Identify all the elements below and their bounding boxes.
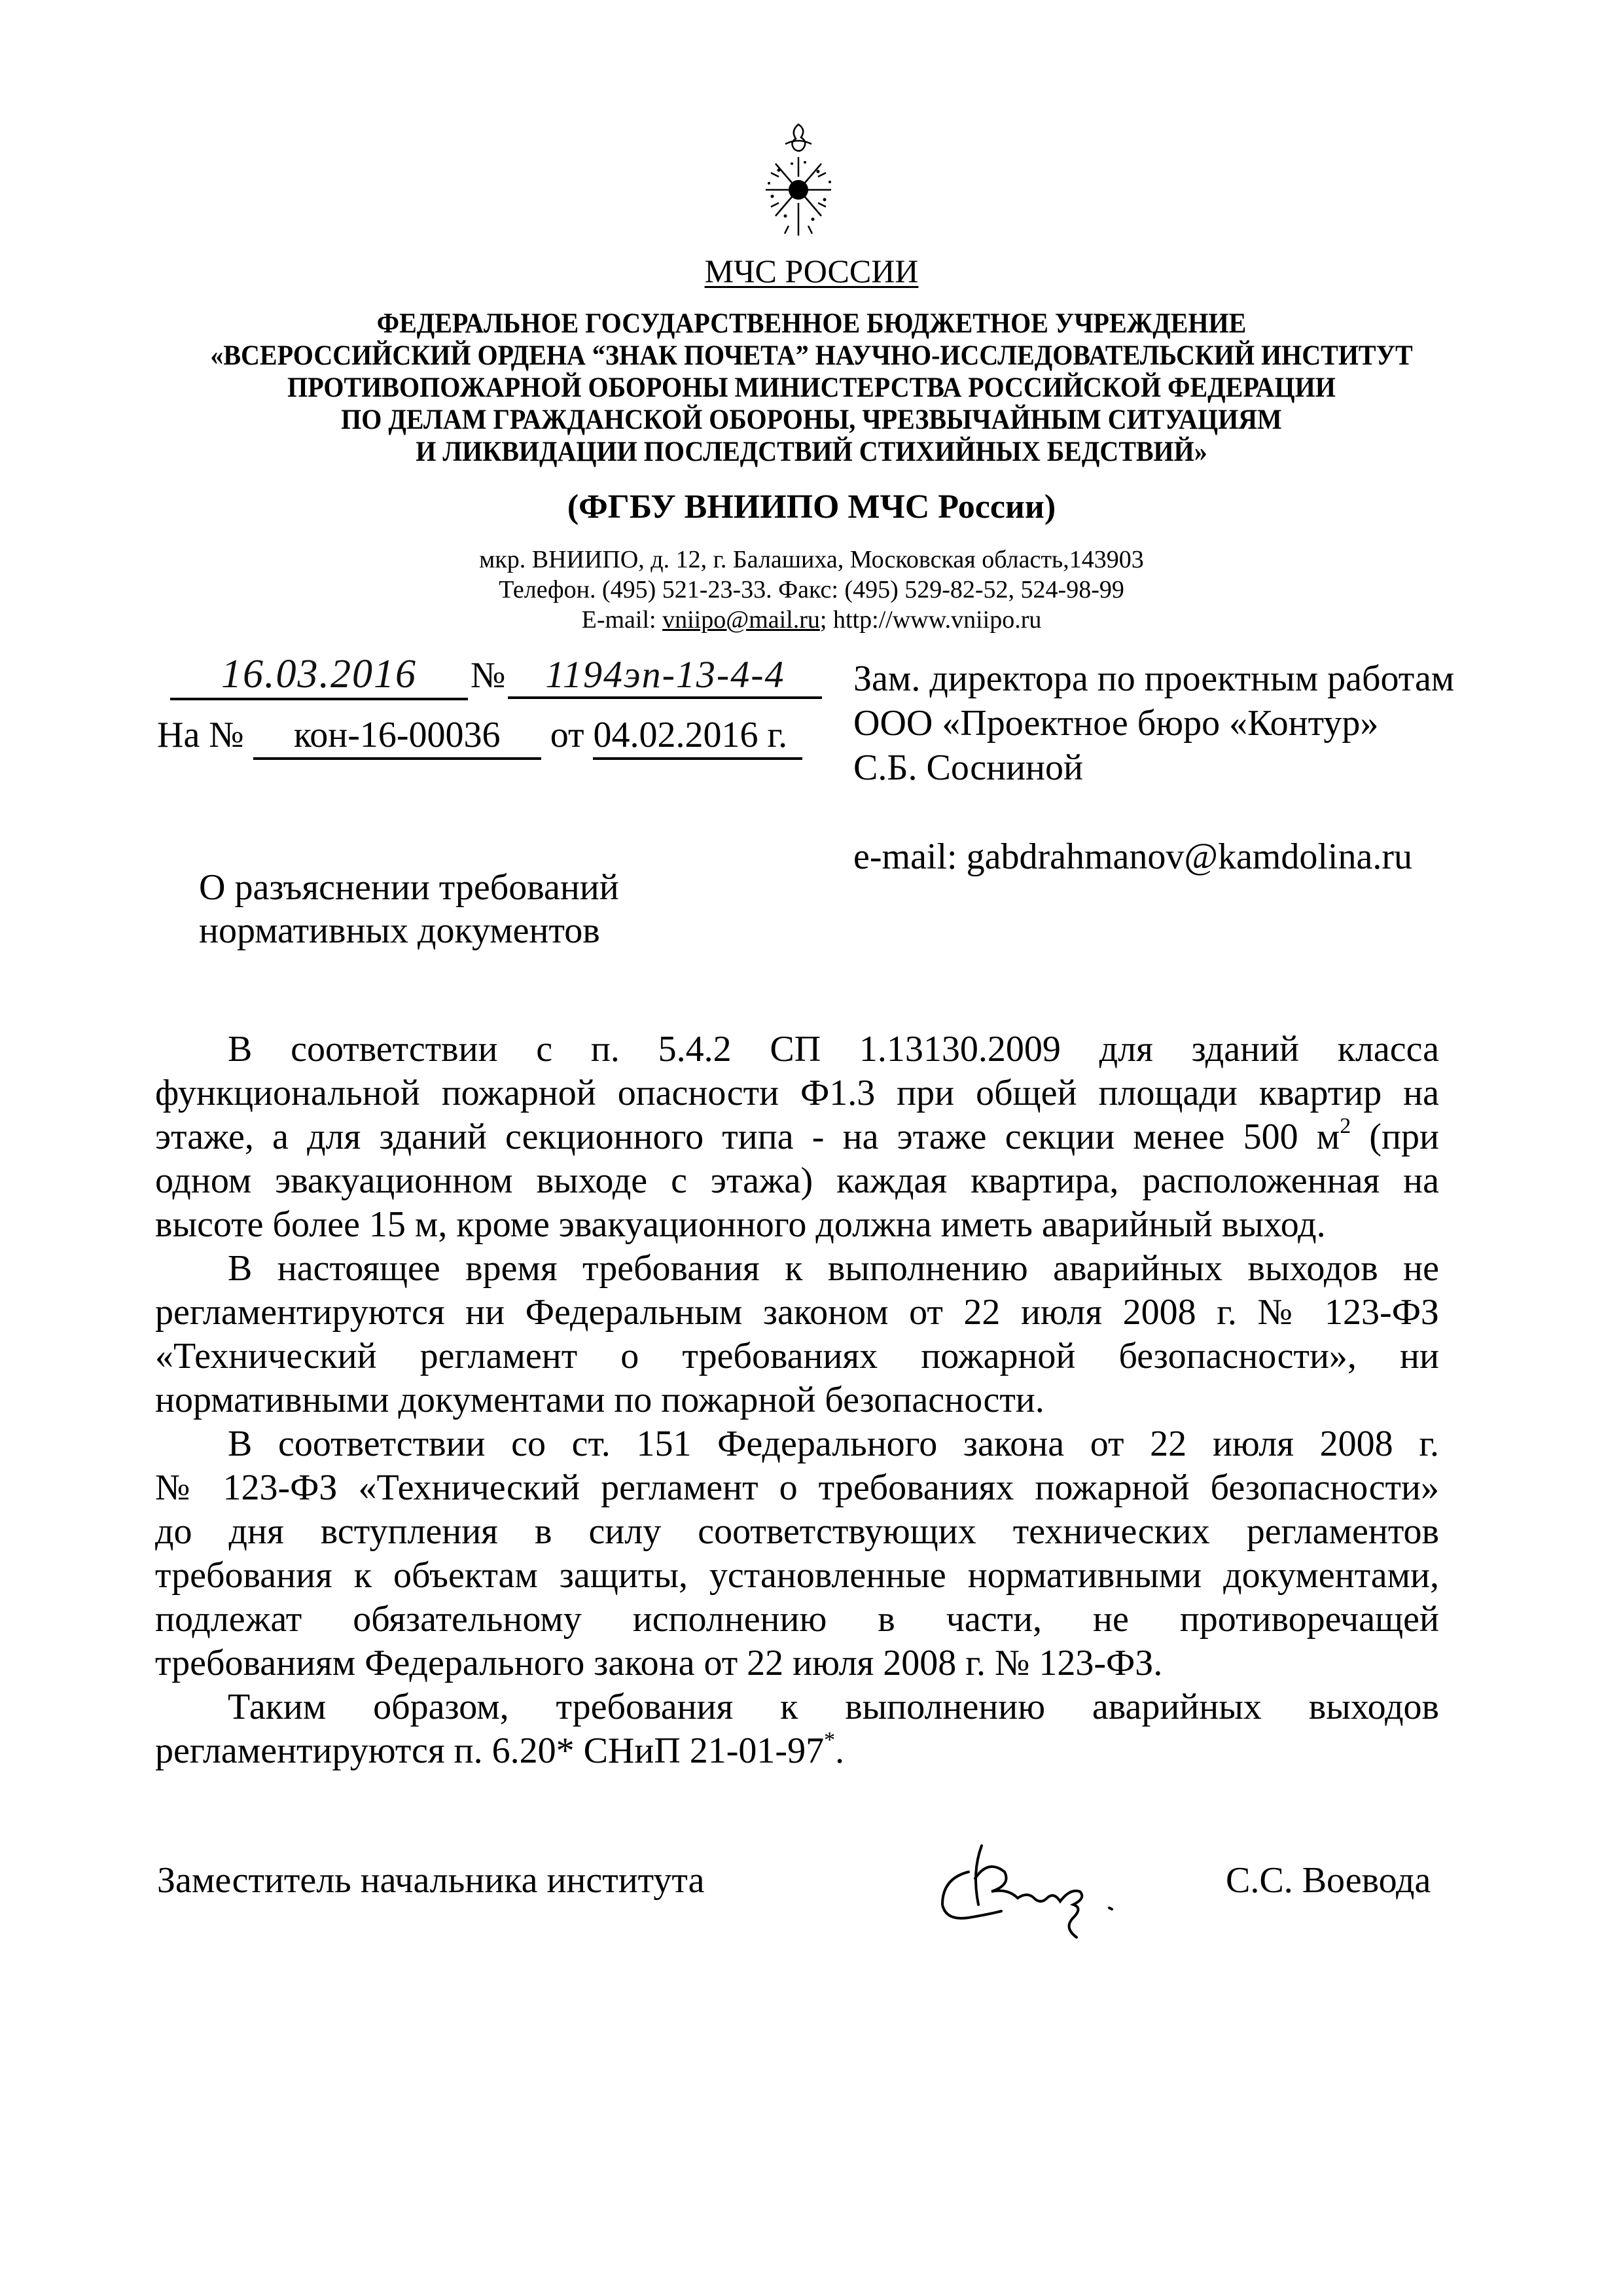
org-line: ПО ДЕЛАМ ГРАЖДАНСКОЙ ОБОРОНЫ, ЧРЕЗВЫЧАЙНЫМ СИТУАЦИЯМ <box>341 404 1282 435</box>
body-line-text: В соответствии с п. 5.4.2 СП 1.13130.2009 для зданий класса <box>228 1029 1439 1069</box>
body-line-text: требования к объектам защиты, установленные нормативными документами, <box>155 1555 1439 1596</box>
reply-to-number: кон-16-00036 <box>253 713 541 760</box>
body-line-text: нормативными документами по пожарной безопасности. <box>155 1380 1044 1420</box>
subject-line: О разъяснении требований <box>199 867 619 908</box>
body-line <box>155 1028 1439 1071</box>
outgoing-registration <box>170 651 822 700</box>
reply-to-label: На № <box>157 715 244 755</box>
body-line <box>155 1422 1439 1466</box>
org-line: И ЛИКВИДАЦИИ ПОСЛЕДСТВИЙ СТИХИЙНЫХ БЕДСТВИЙ» <box>416 437 1207 467</box>
body-line-text: подлежат обязательному исполнению в части, не противоречащей <box>155 1599 1439 1640</box>
body-line-text: одном эвакуационном выходе с этажа) каждая квартира, расположенная на <box>155 1160 1439 1201</box>
superscript: * <box>824 1728 836 1752</box>
body-line-text: регламентируются ни Федеральным законом от 22 июля 2008 г. № 123-ФЗ <box>155 1292 1439 1333</box>
email-link[interactable]: vniipo@mail.ru <box>662 606 820 634</box>
body-line <box>155 1203 1439 1247</box>
website: ; http://www.vniipo.ru <box>819 606 1042 634</box>
body-line <box>155 1554 1439 1598</box>
address: мкр. ВНИИПО, д. 12, г. Балашиха, Московская область,143903 <box>479 546 1144 573</box>
reply-to-date: 04.02.2016 г. <box>593 713 802 760</box>
signatory-name: С.С. Воевода <box>1226 1860 1431 1901</box>
body-line <box>155 1729 1439 1773</box>
org-line: ПРОТИВОПОЖАРНОЙ ОБОРОНЫ МИНИСТЕРСТВА РОССИЙСКОЙ ФЕДЕРАЦИИ <box>287 372 1336 403</box>
subject <box>199 866 619 952</box>
organization-abbreviation: (ФГБУ ВНИИПО МЧС России) <box>567 488 1056 526</box>
ministry-name: МЧС РОССИИ <box>704 253 919 289</box>
letter-body <box>155 1028 1439 1773</box>
body-line <box>155 1115 1439 1159</box>
body-line-text: регламентируются п. 6.20* СНиП 21-01-97 <box>155 1731 825 1771</box>
superscript: 2 <box>1340 1114 1351 1138</box>
number-sign: № <box>471 655 506 696</box>
body-line <box>155 1641 1439 1685</box>
recipient-block <box>853 656 1454 879</box>
body-line-text: требованиям Федерального закона от 22 июля 2008 г. № 123-ФЗ. <box>155 1643 1163 1683</box>
handwritten-date: 16.03.2016 <box>170 651 468 700</box>
recipient-company: ООО «Проектное бюро «Контур» <box>853 703 1379 744</box>
body-line-text: до дня вступления в силу соответствующих технических регламентов <box>155 1511 1439 1552</box>
from-label: от <box>550 715 584 755</box>
body-line-text: № 123-ФЗ «Технический регламент о требованиях пожарной безопасности» <box>155 1467 1439 1508</box>
contact-block <box>0 545 1623 635</box>
reply-reference <box>157 713 802 760</box>
organization-name <box>0 308 1623 468</box>
phones: Телефон. (495) 521-23-33. Факс: (495) 529-82-52, 524-98-99 <box>499 576 1124 603</box>
body-line <box>155 1335 1439 1378</box>
body-line-text: высоте более 15 м, кроме эвакуационного должна иметь аварийный выход. <box>155 1204 1326 1245</box>
subject-line: нормативных документов <box>199 910 600 951</box>
recipient-name: С.Б. Сосниной <box>853 747 1083 788</box>
body-line-text: Таким образом, требования к выполнению аварийных выходов <box>228 1687 1439 1727</box>
body-line-text: этаже, а для зданий секционного типа - на этаже секции менее 500 м <box>155 1117 1340 1157</box>
handwritten-signature <box>929 1833 1165 1944</box>
body-line <box>155 1510 1439 1554</box>
email-web: E-mail: vniipo@mail.ru; http://www.vniipo.ru <box>581 606 1042 634</box>
signatory-position: Заместитель начальника института <box>157 1860 705 1901</box>
body-line-text: (при <box>1351 1117 1439 1157</box>
body-line-text: «Технический регламент о требованиях пожарной безопасности», ни <box>155 1336 1439 1376</box>
recipient-position: Зам. директора по проектным работам <box>853 658 1455 699</box>
body-line <box>155 1291 1439 1335</box>
body-line <box>155 1598 1439 1641</box>
body-line-text: функциональной пожарной опасности Ф1.3 при общей площади квартир на <box>155 1073 1439 1113</box>
body-line <box>155 1685 1439 1729</box>
handwritten-number: 1194эп-13-4-4 <box>508 653 822 699</box>
body-line <box>155 1378 1439 1422</box>
org-line: ФЕДЕРАЛЬНОЕ ГОСУДАРСТВЕННОЕ БЮДЖЕТНОЕ УЧРЕЖДЕНИЕ <box>376 308 1247 339</box>
org-line: «ВСЕРОССИЙСКИЙ ОРДЕНА “ЗНАК ПОЧЕТА” НАУЧНО-ИССЛЕДОВАТЕЛЬСКИЙ ИНСТИТУТ <box>210 340 1413 371</box>
emblem-icon <box>740 118 857 249</box>
body-line <box>155 1466 1439 1510</box>
body-line <box>155 1247 1439 1291</box>
body-line <box>155 1071 1439 1115</box>
body-line-text: В настоящее время требования к выполнению аварийных выходов не <box>228 1248 1439 1289</box>
recipient-email: e-mail: gabdrahmanov@kamdolina.ru <box>853 836 1412 877</box>
body-line <box>155 1159 1439 1203</box>
body-line-text: . <box>835 1731 845 1771</box>
body-line-text: В соответствии со ст. 151 Федерального закона от 22 июля 2008 г. <box>228 1424 1439 1464</box>
